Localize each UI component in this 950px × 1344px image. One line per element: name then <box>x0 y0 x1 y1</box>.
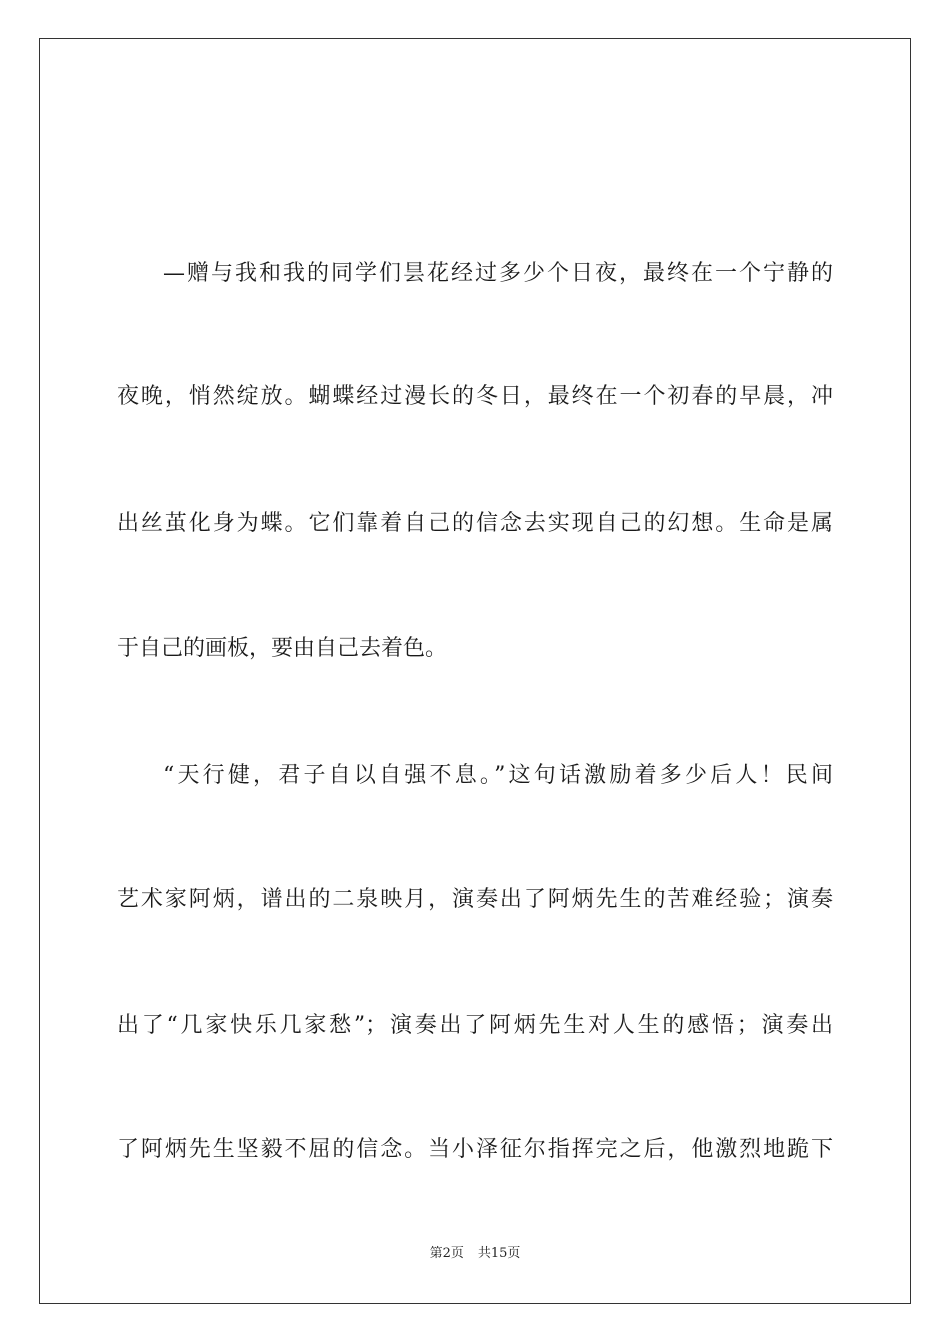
page-number: 第2页 <box>429 1246 464 1261</box>
total-pages: 共15页 <box>477 1246 521 1261</box>
page-border <box>39 38 911 1304</box>
paragraph-2-line-3: 出了“几家快乐几家愁”；演奏出了阿炳先生对人生的感悟；演奏出 <box>117 1013 833 1038</box>
paragraph-1-line-4: 于自己的画板，要由自己去着色。 <box>117 636 448 661</box>
paragraph-1-line-3: 出丝茧化身为蝶。它们靠着自己的信念去实现自己的幻想。生命是属 <box>117 511 833 536</box>
paragraph-1-line-1: —赠与我和我的同学们昙花经过多少个日夜，最终在一个宁静的 <box>163 261 833 286</box>
page-footer <box>0 1245 950 1263</box>
paragraph-2-line-4: 了阿炳先生坚毅不屈的信念。当小泽征尔指挥完之后，他激烈地跪下 <box>117 1137 833 1162</box>
paragraph-2-line-1: “天行健，君子自以自强不息。”这句话激励着多少后人！民间 <box>163 763 833 788</box>
paragraph-2-line-2: 艺术家阿炳，谱出的二泉映月，演奏出了阿炳先生的苦难经验；演奏 <box>117 887 833 912</box>
paragraph-1-line-2: 夜晚，悄然绽放。蝴蝶经过漫长的冬日，最终在一个初春的早晨，冲 <box>117 384 833 409</box>
